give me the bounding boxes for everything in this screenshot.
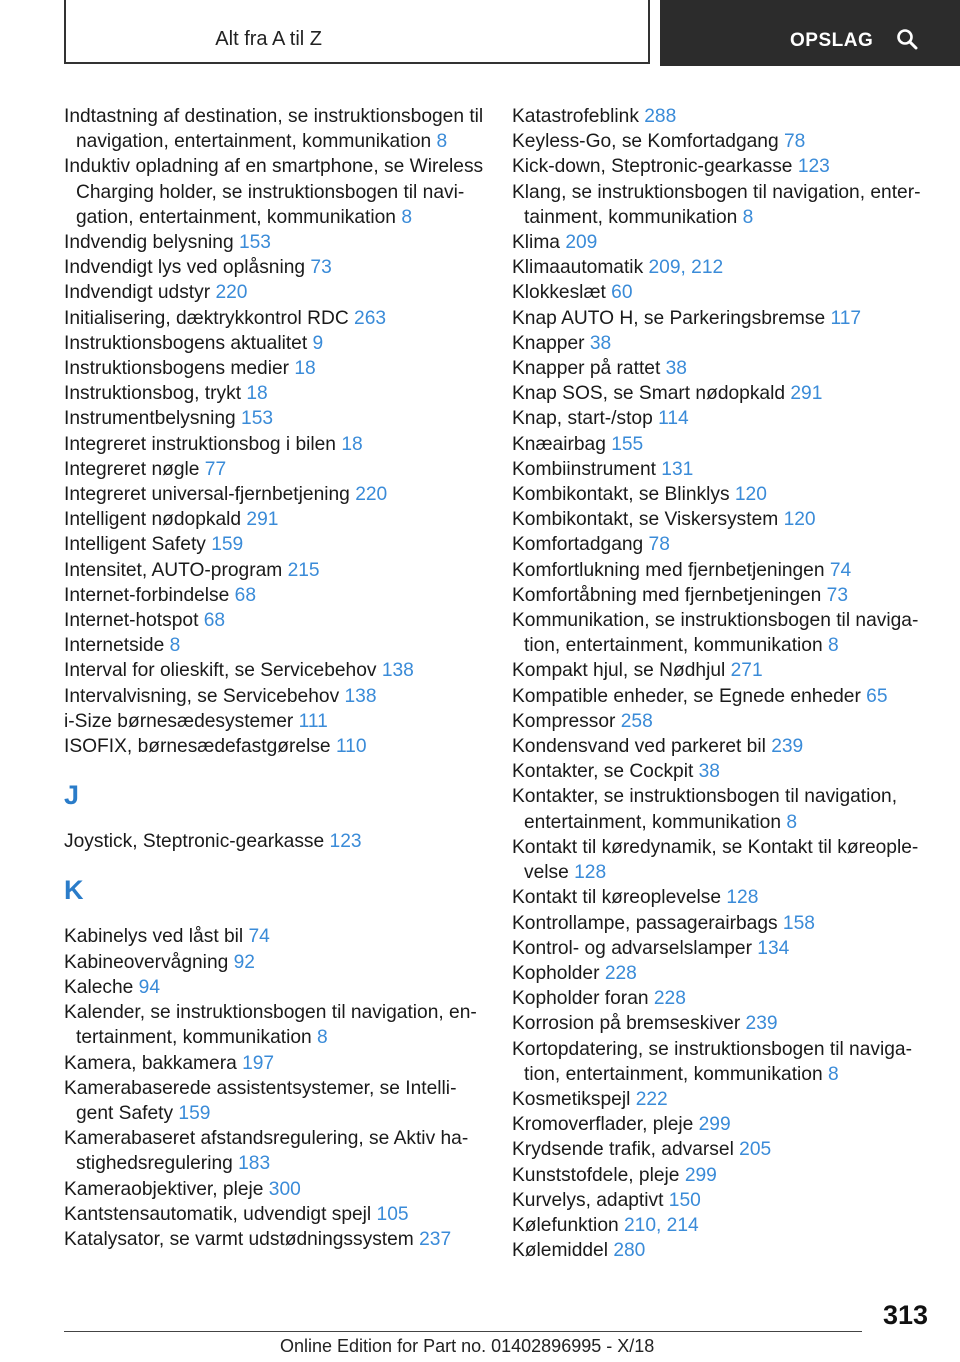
index-entry [64, 1126, 484, 1176]
page-link[interactable]: 110 [335, 736, 367, 758]
index-entry-term: Komfortlukning med fjernbetjeningen [512, 559, 830, 581]
page-link[interactable]: 150 [668, 1189, 701, 1211]
index-entry-term: Knap, start-/stop [512, 408, 659, 430]
index-entry-term: Kølefunktion [512, 1214, 624, 1236]
index-entry [512, 1163, 932, 1188]
index-entry [512, 1137, 932, 1162]
index-entry [64, 432, 484, 457]
index-entry [512, 104, 932, 129]
page-link[interactable]: 153 [241, 408, 274, 430]
page-link[interactable]: 209, 212 [648, 257, 724, 279]
page-link[interactable]: 38 [589, 332, 612, 354]
index-entry [64, 608, 484, 633]
page-link[interactable]: 73 [826, 584, 849, 606]
index-entry [512, 306, 932, 331]
search-icon [896, 28, 918, 50]
page-link[interactable]: 68 [203, 610, 226, 632]
page-link[interactable]: 138 [344, 685, 377, 707]
page-link[interactable]: 38 [698, 761, 720, 783]
index-entry-term: Intelligent Safety [64, 534, 212, 556]
page-link[interactable]: 117 [830, 307, 862, 329]
page-link[interactable]: 300 [268, 1178, 301, 1200]
page-link[interactable]: 197 [242, 1052, 275, 1074]
index-entry-term: Kontakter, se Cockpit [512, 761, 699, 783]
index-entry [64, 950, 484, 975]
index-entry [64, 154, 484, 230]
index-entry-term: ISOFIX, børnesædefastgørelse [64, 736, 336, 758]
page-link[interactable]: 239 [771, 736, 804, 758]
index-entry-term: Kantstensautomatik, udvendigt spejl [64, 1203, 377, 1225]
page-link[interactable]: 299 [698, 1114, 731, 1136]
index-entry [512, 129, 932, 154]
index-entry-term: Kontakt til køredynamik, se Kontakt til køreoplevelse [512, 836, 919, 884]
page-link[interactable]: 8 [742, 206, 754, 228]
page-link[interactable]: 120 [734, 484, 767, 506]
index-entry-term: Instrumentbelysning [64, 408, 242, 430]
index-entry [512, 1112, 932, 1137]
index-entry-term: Internet-forbindelse [64, 584, 235, 606]
index-entry-term: Kopholder foran [512, 988, 654, 1010]
index-entry [64, 1227, 484, 1252]
index-entry [64, 829, 484, 854]
index-entry-term: Kamera, bakkamera [64, 1052, 243, 1074]
index-column-left [64, 104, 484, 1252]
page-link[interactable]: 74 [248, 926, 270, 948]
page-link[interactable]: 183 [238, 1153, 271, 1175]
index-entry [64, 280, 484, 305]
index-entry-term: Kombikontakt, se Blinklys [512, 484, 735, 506]
index-entry [64, 532, 484, 557]
page-link[interactable]: 288 [644, 106, 677, 127]
index-entry-term: Korrosion på bremseskiver [512, 1013, 746, 1035]
page-link[interactable]: 74 [829, 559, 852, 581]
index-entry [64, 558, 484, 583]
tab-opslag[interactable] [660, 0, 960, 66]
index-entry [64, 583, 484, 608]
index-entry [64, 306, 484, 331]
index-entry [512, 759, 932, 784]
index-entry-term: Klimaautomatik [512, 257, 649, 279]
page-link[interactable]: 8 [786, 811, 798, 833]
index-entry-term: Intervalvisning, se Servicebehov [64, 685, 345, 707]
index-entry [512, 1238, 932, 1263]
index-entry [64, 331, 484, 356]
index-entry [64, 709, 484, 734]
page-link[interactable]: 228 [604, 962, 637, 984]
header-frame [64, 0, 650, 64]
index-entry-term: Indvendigt udstyr [64, 282, 216, 304]
index-entry [512, 936, 932, 961]
index-entry-term: Knæairbag [512, 433, 612, 455]
page-link[interactable]: 38 [665, 358, 687, 380]
index-entry-term: Katalysator, se varmt udstødningssystem [64, 1228, 420, 1250]
page-link[interactable]: 65 [866, 685, 888, 707]
index-entry [64, 1051, 484, 1076]
page-link[interactable]: 215 [287, 559, 320, 581]
page-link[interactable]: 8 [827, 635, 839, 657]
index-entry [512, 356, 932, 381]
page-link[interactable]: 8 [317, 1027, 328, 1049]
index-entry [64, 684, 484, 709]
index-entry-term: i-Size børnesædesystemer [64, 710, 299, 732]
index-entry-term: Knapper [512, 332, 590, 354]
index-entry-term: Kombikontakt, se Viskersystem [512, 509, 784, 531]
index-entry-term: Intensitet, AUTO-program [64, 559, 288, 581]
index-entry [512, 482, 932, 507]
index-entry-term: Instruktionsbog, trykt [64, 383, 247, 405]
section-title: Alt fra A til Z [215, 28, 322, 50]
index-entry [512, 709, 932, 734]
index-entry-term: Krydsende trafik, advarsel [512, 1139, 740, 1161]
page-link[interactable]: 128 [574, 862, 607, 884]
page-link[interactable]: 134 [757, 937, 790, 959]
index-entry-term: Kortopdatering, se instruktionsbogen til navigation, entertainment, kommunikation [512, 1038, 912, 1085]
index-entry [512, 406, 932, 431]
index-entry [64, 633, 484, 658]
index-entry [64, 1177, 484, 1202]
index-entry-term: Kontakter, se instruktionsbogen til navigation, entertainment, kommunikation [512, 786, 898, 833]
index-entry-term: Integreret nøgle [64, 458, 205, 480]
index-entry [64, 230, 484, 255]
page-link[interactable]: 291 [246, 509, 279, 531]
index-letter-heading: K [64, 875, 84, 906]
page-link[interactable]: 210, 214 [624, 1214, 699, 1236]
page-link[interactable]: 258 [620, 710, 653, 732]
page-link[interactable]: 222 [635, 1088, 668, 1110]
page-link[interactable]: 111 [298, 710, 328, 732]
index-entry-term: Kopholder [512, 962, 605, 984]
page-link[interactable]: 94 [138, 976, 161, 998]
index-entry [512, 961, 932, 986]
index-entry-term: Knap AUTO H, se Parkeringsbremse [512, 307, 831, 329]
index-entry-term: Integreret instruktionsbog i bilen [64, 433, 342, 455]
index-entry [512, 255, 932, 280]
index-entry [64, 356, 484, 381]
index-entry-term: Indvendig belysning [64, 232, 239, 254]
page-link[interactable]: 131 [661, 458, 694, 480]
page-link[interactable]: 78 [783, 131, 806, 153]
index-entry [512, 1188, 932, 1213]
page-link[interactable]: 271 [730, 660, 763, 682]
index-entry [512, 381, 932, 406]
index-entry-term: Knap SOS, se Smart nødopkald [512, 383, 791, 405]
index-entry-term: Kontrollampe, passagerairbags [512, 912, 783, 934]
page-link[interactable]: 155 [611, 433, 644, 455]
page-link[interactable]: 159 [211, 534, 244, 556]
page-link[interactable]: 159 [178, 1102, 211, 1124]
index-entry [512, 280, 932, 305]
index-entry-term: Knapper på rattet [512, 358, 666, 380]
page-link[interactable]: 8 [401, 206, 412, 228]
index-entry [64, 457, 484, 482]
index-entry-term: Intelligent nødopkald [64, 509, 247, 531]
page-link[interactable]: 120 [783, 509, 816, 531]
page-link[interactable]: 73 [310, 257, 332, 279]
index-entry [512, 457, 932, 482]
page-link[interactable]: 128 [726, 887, 759, 909]
tab-label: OPSLAG [790, 30, 874, 51]
page-link[interactable]: 153 [238, 232, 271, 254]
page-link[interactable]: 299 [684, 1164, 717, 1186]
page-link[interactable]: 18 [294, 358, 316, 380]
page-link[interactable]: 18 [246, 383, 268, 405]
index-entry [512, 507, 932, 532]
index-entry-term: Kabinelys ved låst bil [64, 926, 249, 948]
index-entry [64, 255, 484, 280]
page-link[interactable]: 114 [658, 408, 689, 430]
index-entry-term: Klokkeslæt [512, 282, 612, 304]
page-link[interactable]: 280 [613, 1240, 646, 1262]
page-link[interactable]: 228 [653, 988, 686, 1010]
index-entry [512, 1011, 932, 1036]
index-entry [64, 975, 484, 1000]
footer-rule [64, 1331, 862, 1332]
index-entry [512, 532, 932, 557]
index-column-right [512, 104, 932, 1263]
index-entry [512, 608, 932, 658]
index-entry [512, 331, 932, 356]
page-link[interactable]: 78 [648, 534, 670, 556]
index-entry-term: Katastrofeblink [512, 106, 645, 127]
index-entry [64, 406, 484, 431]
page-link[interactable]: 9 [312, 332, 324, 354]
index-entry-term: Internetside [64, 635, 170, 657]
index-entry-term: Joystick, Steptronic-gearkasse [64, 831, 330, 853]
index-entry [64, 507, 484, 532]
index-entry-term: Instruktionsbogens medier [64, 358, 295, 380]
footer-text: Online Edition for Part no. 01402896995 - X/18 [280, 1336, 655, 1356]
index-entry-term: Internet-hotspot [64, 610, 204, 632]
index-entry [64, 381, 484, 406]
index-entry [512, 885, 932, 910]
index-entry [64, 924, 484, 949]
index-entry [512, 986, 932, 1011]
index-entry-term: Kontrol- og advarselslamper [512, 937, 758, 959]
index-entry [64, 1076, 484, 1126]
index-entry [64, 734, 484, 759]
index-entry-term: Kompressor [512, 710, 621, 732]
index-entry [512, 1037, 932, 1087]
index-entry-term: Kontakt til køreoplevelse [512, 887, 727, 909]
index-entry-term: Kabineovervågning [64, 951, 234, 973]
page-link[interactable]: 220 [355, 484, 388, 506]
page-link[interactable]: 8 [436, 131, 448, 153]
index-entry-term: Kameraobjektiver, pleje [64, 1178, 269, 1200]
index-letter-heading: J [64, 780, 80, 811]
page-link[interactable]: 263 [354, 307, 387, 329]
page-link[interactable]: 77 [204, 458, 227, 480]
page-link[interactable]: 239 [745, 1013, 778, 1035]
page-link[interactable]: 105 [376, 1203, 409, 1225]
page-link[interactable]: 8 [827, 1063, 839, 1085]
page-link[interactable]: 68 [234, 584, 256, 606]
index-entry-term: Kalender, se instruktionsbogen til navigation, entertainment, kommunikation [64, 1002, 477, 1049]
index-entry [64, 482, 484, 507]
page-link[interactable]: 220 [215, 282, 248, 304]
index-entry-term: Kondensvand ved parkeret bil [512, 736, 772, 758]
page-link[interactable]: 237 [419, 1228, 452, 1250]
page-link[interactable]: 138 [381, 660, 414, 682]
index-entry [512, 658, 932, 683]
page-link[interactable]: 123 [797, 156, 830, 178]
page-number: 313 [882, 1300, 928, 1330]
index-entry-term: Indvendigt lys ved oplåsning [64, 257, 311, 279]
page-link[interactable]: 60 [611, 282, 633, 304]
index-entry-term: Kick-down, Steptronic-gearkasse [512, 156, 798, 178]
index-entry [512, 784, 932, 834]
index-entry-term: Indtastning af destination, se instruktionsbogen til navigation, entertainment, kommunikation [64, 106, 484, 153]
index-entry [512, 684, 932, 709]
index-entry-term: Komfortåbning med fjernbetjeningen [512, 584, 827, 606]
index-entry-term: Kompatible enheder, se Egnede enheder [512, 685, 867, 707]
page-link[interactable]: 209 [565, 232, 598, 254]
page-link[interactable]: 291 [790, 383, 823, 405]
index-entry-term: Induktiv opladning af en smartphone, se Wireless Charging holder, se instruktionsbogen til navigation, entertainment, kommunikation [64, 156, 484, 228]
index-entry [512, 835, 932, 885]
index-entry [512, 230, 932, 255]
index-entry-term: Komfortadgang [512, 534, 649, 556]
index-entry [512, 583, 932, 608]
index-entry-term: Keyless-Go, se Komfortadgang [512, 131, 784, 153]
index-entry-term: Instruktionsbogens aktualitet [64, 332, 313, 354]
index-entry-term: Kunststofdele, pleje [512, 1164, 685, 1186]
index-entry [512, 432, 932, 457]
index-entry-term: Initialisering, dæktrykkontrol RDC [64, 307, 355, 329]
page-link[interactable]: 18 [341, 433, 363, 455]
index-entry-term: Kurvelys, adaptivt [512, 1189, 669, 1211]
page-link[interactable]: 158 [782, 912, 815, 934]
index-entry [512, 180, 932, 230]
index-entry-term: Klima [512, 232, 566, 254]
index-entry-term: Interval for olieskift, se Servicebehov [64, 660, 382, 682]
index-entry [64, 1202, 484, 1227]
index-entry [64, 658, 484, 683]
index-entry-term: Kromoverflader, pleje [512, 1114, 699, 1136]
index-entry [512, 558, 932, 583]
page-link[interactable]: 205 [739, 1139, 772, 1161]
index-entry [64, 1000, 484, 1050]
index-entry-term: Kamerabaserede assistentsystemer, se Intelligent Safety [64, 1077, 457, 1124]
index-entry-term: Kompakt hjul, se Nødhjul [512, 660, 731, 682]
index-entry-term: Kosmetikspejl [512, 1088, 636, 1110]
page-link[interactable]: 92 [233, 951, 255, 973]
index-entry [512, 154, 932, 179]
index-entry-term: Kommunikation, se instruktionsbogen til navigation, entertainment, kommunikation [512, 610, 919, 657]
index-entry-term: Kamerabaseret afstandsregulering, se Aktiv hastighedsregulering [64, 1128, 469, 1175]
index-entry-term: Kombiinstrument [512, 458, 662, 480]
index-entry-term: Integreret universal-fjernbetjening [64, 484, 356, 506]
index-entry [512, 1087, 932, 1112]
index-entry [512, 1213, 932, 1238]
index-entry [512, 734, 932, 759]
index-entry [64, 104, 484, 154]
index-entry-term: Klang, se instruktionsbogen til navigation, entertainment, kommunikation [512, 181, 921, 228]
index-entry-term: Kaleche [64, 976, 139, 998]
page-link[interactable]: 8 [169, 635, 181, 657]
index-entry-term: Kølemiddel [512, 1240, 614, 1262]
page-link[interactable]: 123 [329, 831, 362, 853]
index-entry [512, 911, 932, 936]
